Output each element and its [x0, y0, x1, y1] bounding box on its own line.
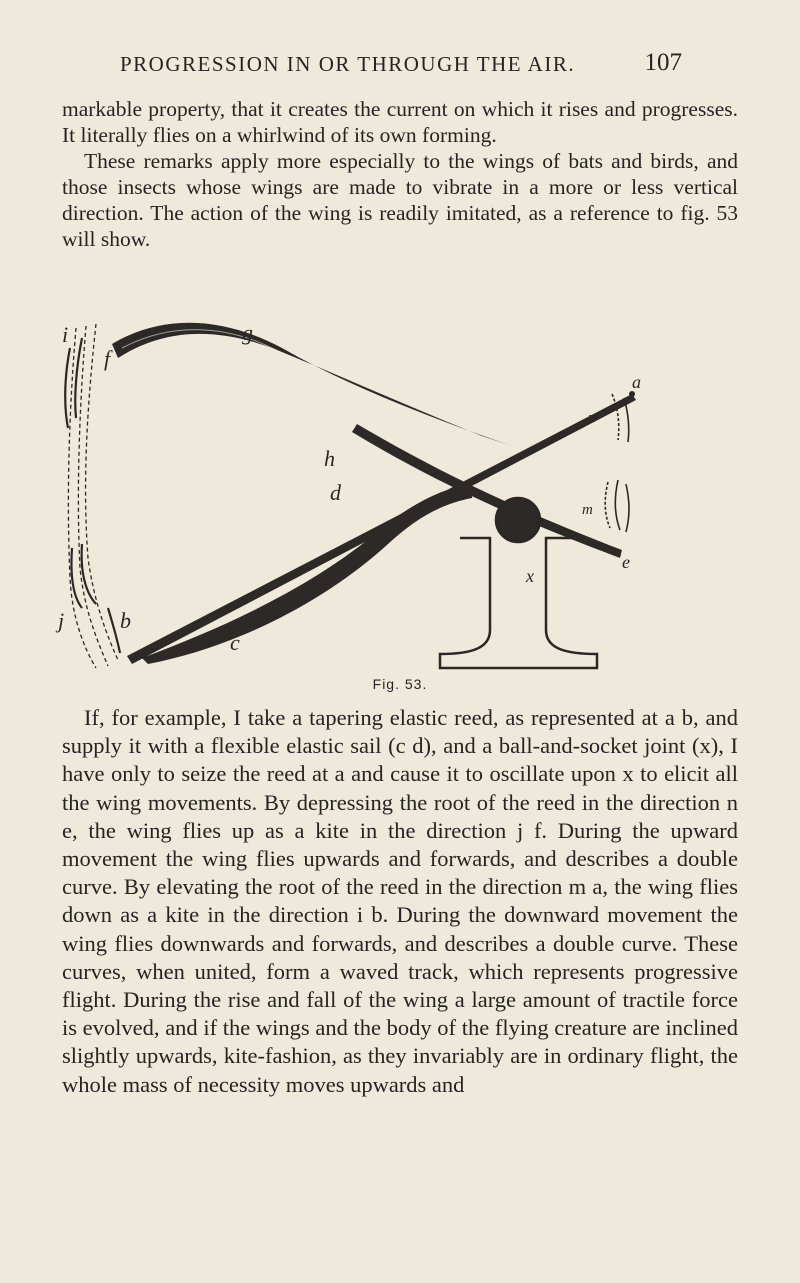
figure-caption: Fig. 53.: [372, 676, 428, 692]
wing-strokes-left: [65, 338, 120, 653]
label-b: b: [120, 608, 131, 633]
label-j: j: [58, 608, 65, 633]
label-h: h: [324, 446, 335, 471]
label-n: n: [588, 410, 596, 426]
figure-53-diagram: [52, 308, 702, 680]
paragraph-remarks: These remarks apply more especially to the wings of bats and birds, and those insects whose wings are made to vibrate in a more or less vertical direction. The action of the wing is readily imitated, as a reference to fig. 53 will show.: [62, 149, 738, 251]
upper-sail: [112, 323, 512, 446]
figure-labels: [55, 320, 641, 655]
label-c: c: [230, 630, 240, 655]
page-number: 107: [644, 49, 682, 76]
paragraph-example: If, for example, I take a tapering elastic reed, as represented at a b, and supply it with a flexible elastic sail (c d), and a ball-and-socket joint (x), I have only to seize the reed at a and cause it to oscillate upon x to elicit all the wing movements. By depressing the root of the reed in the direction n e, the wing flies up as a kite in the direction j f. During the upward movement the wing flies upwards and forwards, and describes a double curve. By elevating the root of the reed in the direction m a, the wing flies down as a kite in the direction i b. During the downward movement the wing flies downwards and forwards, and describes a double curve. These curves, when united, form a waved track, which represents progressive flight. During the rise and fall of the wing a large amount of tractile force is evolved, and if the wings and the body of the flying creature are inclined slightly upwards, kite-fashion, as they invariably are in ordinary flight, the whole mass of necessity moves upwards and: [62, 705, 738, 1097]
label-a: a: [632, 372, 641, 392]
label-f: f: [104, 346, 111, 371]
label-d: d: [330, 480, 341, 505]
label-g: g: [242, 320, 253, 345]
label-m: m: [582, 502, 593, 518]
running-title: PROGRESSION IN OR THROUGH THE AIR.: [120, 52, 576, 76]
label-e: e: [622, 552, 630, 572]
wing-strokes-right: [605, 394, 629, 532]
pedestal: [440, 498, 597, 668]
label-i: i: [62, 322, 69, 347]
top-text: [62, 96, 738, 252]
paragraph-continued: markable property, that it creates the current on which it rises and progresses. It literally flies on a whirlwind of its own forming.: [62, 97, 738, 147]
label-x: x: [526, 566, 534, 586]
bottom-text: [62, 704, 738, 1099]
